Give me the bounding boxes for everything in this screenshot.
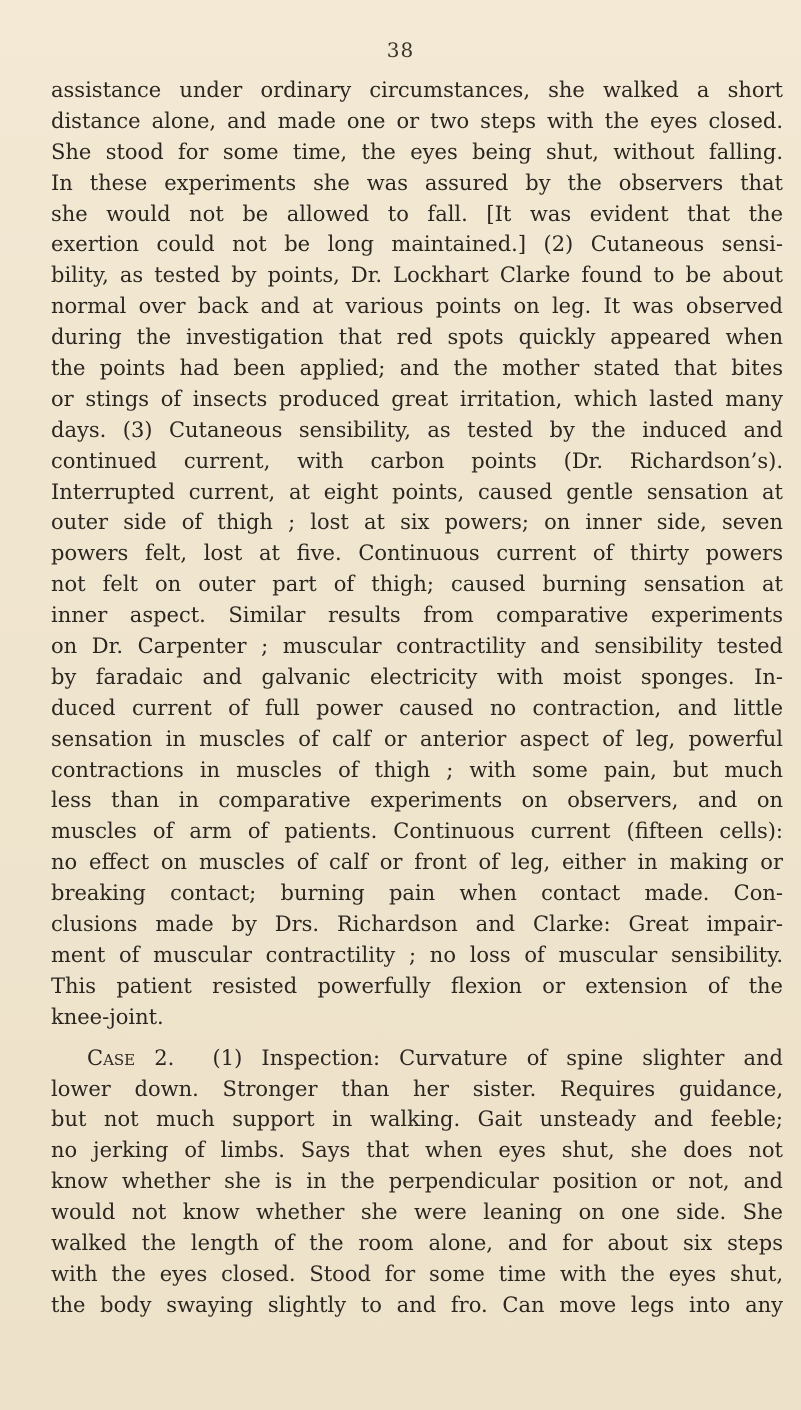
text-line: during the investigation that red spots quickly appeared when xyxy=(51,325,783,350)
text-line: inner aspect. Similar results from comparative experiments xyxy=(51,603,783,628)
text-line: normal over back and at various points on leg. It was observed xyxy=(51,294,783,319)
text-line: walked the length of the room alone, and for about six steps xyxy=(51,1230,783,1255)
text-line: no jerking of limbs. Says that when eyes shut, she does not xyxy=(51,1138,783,1163)
text-line: bility, as tested by points, Dr. Lockhart Clarke found to be about xyxy=(51,263,783,288)
paragraph-2 xyxy=(51,1043,783,1321)
text-line: knee-joint. xyxy=(51,1004,164,1029)
text-line: outer side of thigh ; lost at six powers; on inner side, seven xyxy=(51,510,783,535)
text-line: on Dr. Carpenter ; muscular contractility and sensibility tested xyxy=(51,634,783,659)
text-line: no effect on muscles of calf or front of leg, either in making or xyxy=(51,850,783,875)
text-line: the points had been applied; and the mother stated that bites xyxy=(51,356,783,381)
text-line: the body swaying slightly to and fro. Can move legs into any xyxy=(51,1292,783,1317)
case-label: Case 2. xyxy=(87,1045,175,1070)
text-line: by faradaic and galvanic electricity with moist sponges. In- xyxy=(51,664,783,689)
body-text xyxy=(51,75,783,1321)
text-line: sensation in muscles of calf or anterior aspect of leg, powerful xyxy=(51,726,783,751)
text-line: with the eyes closed. Stood for some time with the eyes shut, xyxy=(51,1261,783,1286)
text-line: know whether she is in the perpendicular position or not, and xyxy=(51,1169,783,1194)
text-line: ment of muscular contractility ; no loss of muscular sensibility. xyxy=(51,942,783,967)
text-line: She stood for some time, the eyes being shut, without falling. xyxy=(51,139,783,164)
text-line xyxy=(51,1043,783,1074)
text-line: In these experiments she was assured by the observers that xyxy=(51,170,783,195)
text-line: or stings of insects produced great irritation, which lasted many xyxy=(51,386,783,411)
text-line: muscles of arm of patients. Continuous current (fifteen cells): xyxy=(51,819,783,844)
paragraph-1 xyxy=(51,75,783,1033)
text-line: breaking contact; burning pain when contact made. Con- xyxy=(51,881,783,906)
text-line: powers felt, lost at five. Continuous current of thirty powers xyxy=(51,541,783,566)
text-line: assistance under ordinary circumstances, she walked a short xyxy=(51,78,783,102)
text-line: would not know whether she were leaning on one side. She xyxy=(51,1200,783,1225)
paragraph-gap xyxy=(51,1033,783,1043)
text-line: clusions made by Drs. Richardson and Clarke: Great impair- xyxy=(51,912,783,937)
text-line: not felt on outer part of thigh; caused burning sensation at xyxy=(51,572,783,597)
text-line: days. (3) Cutaneous sensibility, as tested by the induced and xyxy=(51,417,783,442)
text-line: Interrupted current, at eight points, caused gentle sensation at xyxy=(51,479,783,504)
text-line: exertion could not be long maintained.] (2) Cutaneous sensi- xyxy=(51,232,783,257)
text-line: distance alone, and made one or two steps with the eyes closed. xyxy=(51,108,783,133)
text-line: contractions in muscles of thigh ; with some pain, but much xyxy=(51,757,783,782)
text-line: lower down. Stronger than her sister. Requires guidance, xyxy=(51,1076,783,1101)
text-line: she would not be allowed to fall. [It was evident that the xyxy=(51,201,783,226)
text-line: less than in comparative experiments on observers, and on xyxy=(51,788,783,813)
text-line: duced current of full power caused no contraction, and little xyxy=(51,695,783,720)
text-fragment: (1) Inspection: Curvature of spine slighter and xyxy=(212,1045,783,1070)
text-line: This patient resisted powerfully flexion or extension of the xyxy=(51,973,783,998)
text-line: but not much support in walking. Gait unsteady and feeble; xyxy=(51,1107,783,1132)
text-line: continued current, with carbon points (Dr. Richardson’s). xyxy=(51,448,783,473)
page-number: 38 xyxy=(386,38,415,62)
